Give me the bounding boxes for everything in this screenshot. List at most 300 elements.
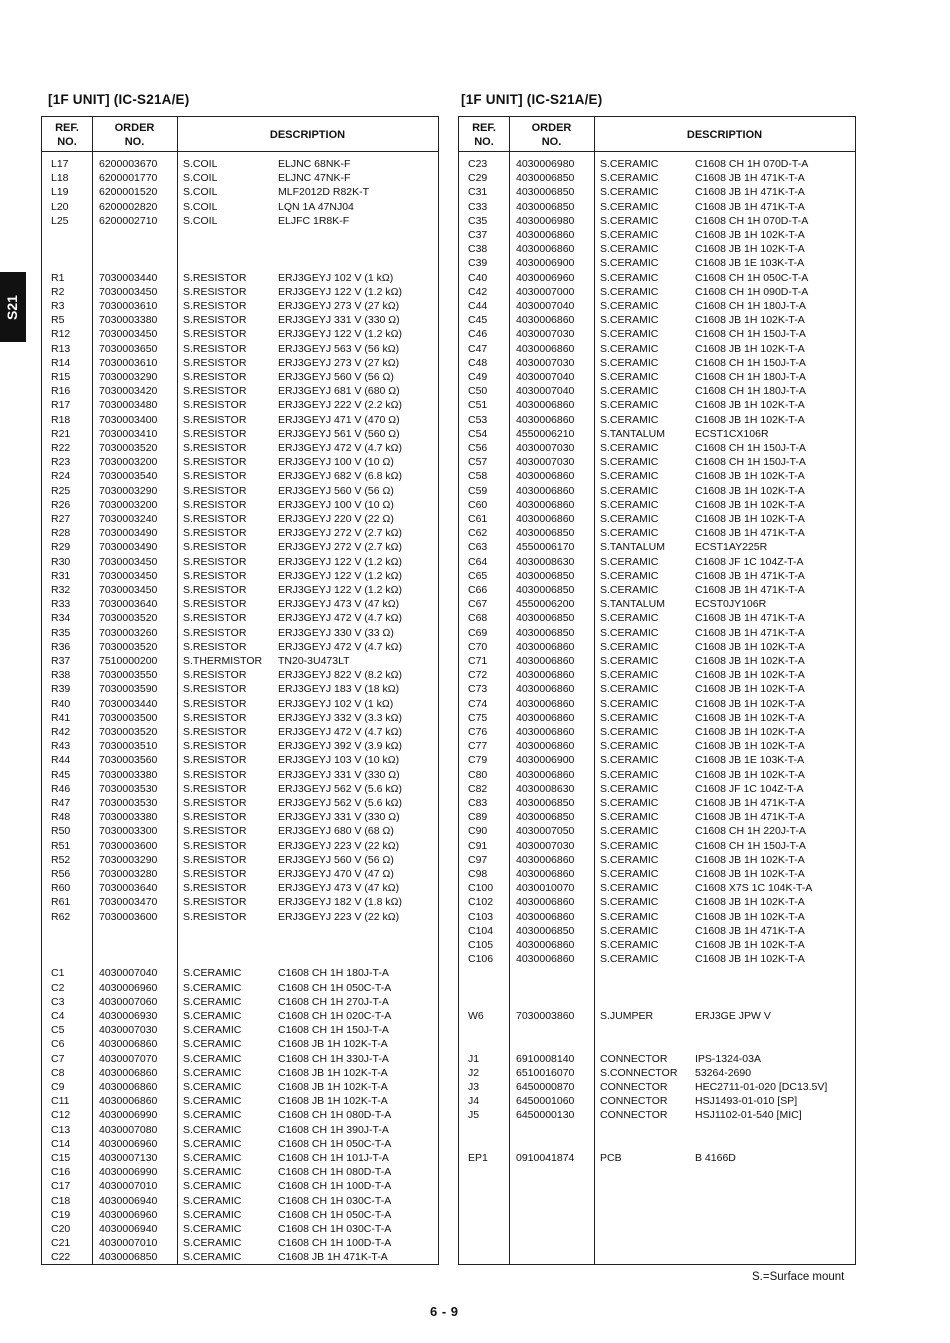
- table-row: [42, 512, 438, 526]
- header-ref-no: REF. NO.: [472, 122, 496, 148]
- cell-part-type: S.CERAMIC: [183, 1166, 242, 1179]
- cell-part-type: S.RESISTOR: [183, 868, 247, 880]
- cell-part-type: S.RESISTOR: [183, 356, 247, 369]
- cell-ref-no: R13: [51, 342, 71, 355]
- table-row: [42, 342, 438, 356]
- cell-part-type: S.CERAMIC: [600, 371, 659, 383]
- cell-ref-no: R23: [51, 456, 71, 469]
- cell-part-value: C1608 JB 1H 471K-T-A: [695, 612, 805, 625]
- cell-order-no: 7030003380: [99, 768, 158, 781]
- cell-ref-no: R44: [51, 754, 71, 767]
- cell-part-type: S.RESISTOR: [183, 626, 247, 639]
- cell-ref-no: C47: [468, 342, 488, 355]
- cell-part-value: C1608 JB 1H 102K-T-A: [695, 853, 805, 866]
- cell-ref-no: R47: [51, 797, 71, 809]
- cell-order-no: 4030007030: [516, 328, 575, 341]
- cell-order-no: 4030006860: [516, 868, 575, 880]
- cell-part-value: C1608 JB 1H 102K-T-A: [695, 342, 805, 355]
- table-row: [459, 200, 855, 214]
- table-row: [42, 626, 438, 640]
- cell-part-type: S.RESISTOR: [183, 328, 247, 341]
- table-row: [459, 327, 855, 341]
- cell-order-no: 4030006860: [516, 683, 575, 696]
- cell-ref-no: C42: [468, 285, 488, 298]
- cell-order-no: 4030006960: [99, 1208, 158, 1221]
- cell-part-value: ERJ3GEYJ 472 V (4.7 kΩ): [278, 640, 402, 653]
- table-row: [42, 441, 438, 455]
- cell-part-type: S.CERAMIC: [600, 768, 659, 781]
- cell-part-type: S.RESISTOR: [183, 598, 247, 611]
- cell-part-type: S.RESISTOR: [183, 726, 247, 738]
- table-row: [42, 583, 438, 597]
- cell-part-value: ERJ3GEYJ 223 V (22 kΩ): [278, 839, 400, 852]
- cell-ref-no: L19: [51, 186, 69, 199]
- cell-part-type: S.RESISTOR: [183, 768, 247, 781]
- cell-order-no: 4030006850: [516, 612, 575, 625]
- cell-part-value: ERJ3GEYJ 122 V (1.2 kΩ): [278, 328, 402, 341]
- cell-ref-no: C83: [468, 797, 488, 809]
- table-row: [42, 1179, 438, 1193]
- cell-order-no: 4030006860: [516, 243, 575, 256]
- table-row: [459, 214, 855, 228]
- cell-part-type: S.CERAMIC: [183, 1024, 242, 1037]
- cell-ref-no: C39: [468, 257, 488, 270]
- cell-part-type: S.CERAMIC: [600, 285, 659, 298]
- table-row: [459, 668, 855, 682]
- table-row: [42, 739, 438, 753]
- cell-ref-no: C54: [468, 427, 488, 440]
- table-row: [42, 1023, 438, 1037]
- cell-order-no: 7030003610: [99, 356, 158, 369]
- cell-part-type: S.CERAMIC: [183, 1038, 242, 1051]
- table-row: [42, 853, 438, 867]
- table-row: [42, 1052, 438, 1066]
- cell-part-value: C1608 JB 1H 102K-T-A: [695, 413, 805, 426]
- table-row: [42, 810, 438, 824]
- table-row: [459, 938, 855, 952]
- cell-part-value: ERJ3GEYJ 331 V (330 Ω): [278, 314, 400, 327]
- cell-part-value: C1608 JB 1H 102K-T-A: [695, 640, 805, 653]
- cell-part-value: ERJ3GEYJ 562 V (5.6 kΩ): [278, 782, 402, 795]
- cell-order-no: 4030007010: [99, 1180, 158, 1193]
- cell-part-type: S.CERAMIC: [600, 825, 659, 838]
- table-row: [42, 540, 438, 554]
- table-row: [459, 824, 855, 838]
- cell-part-type: CONNECTOR: [600, 1095, 668, 1108]
- cell-part-value: 53264-2690: [695, 1066, 752, 1079]
- cell-order-no: 4030006860: [516, 640, 575, 653]
- cell-part-value: ERJ3GEYJ 470 V (47 Ω): [278, 868, 394, 880]
- cell-order-no: 4030006850: [516, 797, 575, 809]
- cell-order-no: 4030006940: [99, 1223, 158, 1235]
- cell-part-type: S.RESISTOR: [183, 427, 247, 440]
- cell-part-type: S.CERAMIC: [600, 200, 659, 213]
- cell-order-no: 7030003520: [99, 442, 158, 454]
- cell-order-no: 7030003610: [99, 300, 158, 312]
- cell-ref-no: R5: [51, 314, 65, 327]
- cell-ref-no: C40: [468, 271, 488, 284]
- table-row: [42, 1194, 438, 1208]
- cell-order-no: 4030006990: [99, 1109, 158, 1122]
- table-row: [42, 327, 438, 341]
- cell-part-value: C1608 CH 1H 150J-T-A: [278, 1024, 389, 1037]
- cell-part-type: S.RESISTOR: [183, 527, 247, 540]
- cell-ref-no: EP1: [468, 1152, 488, 1164]
- cell-part-value: ERJ3GEYJ 102 V (1 kΩ): [278, 697, 394, 710]
- cell-ref-no: C8: [51, 1066, 65, 1079]
- cell-ref-no: C72: [468, 669, 488, 682]
- cell-part-type: S.RESISTOR: [183, 811, 247, 824]
- table-row: [459, 782, 855, 796]
- cell-part-type: S.CERAMIC: [600, 470, 659, 483]
- cell-order-no: 7030003530: [99, 782, 158, 795]
- cell-part-value: C1608 CH 1H 180J-T-A: [695, 300, 806, 312]
- cell-order-no: 4030006860: [516, 484, 575, 497]
- cell-part-type: S.CERAMIC: [600, 640, 659, 653]
- cell-part-type: S.CERAMIC: [600, 172, 659, 185]
- table-row: [459, 1108, 855, 1122]
- cell-part-type: S.RESISTOR: [183, 669, 247, 682]
- cell-part-type: S.RESISTOR: [183, 484, 247, 497]
- cell-order-no: 7030003550: [99, 669, 158, 682]
- cell-ref-no: R42: [51, 726, 71, 738]
- cell-order-no: 6450000130: [516, 1109, 575, 1122]
- table-row: [42, 313, 438, 327]
- cell-part-value: ERJ3GEYJ 331 V (330 Ω): [278, 768, 400, 781]
- cell-part-value: C1608 CH 1H 030C-T-A: [278, 1194, 392, 1207]
- cell-ref-no: C102: [468, 896, 494, 909]
- table-row: [459, 256, 855, 270]
- cell-part-type: S.CERAMIC: [600, 754, 659, 767]
- cell-ref-no: C74: [468, 697, 488, 710]
- cell-ref-no: L17: [51, 158, 69, 170]
- table-row: [42, 214, 438, 228]
- cell-part-value: C1608 CH 1H 150J-T-A: [695, 356, 806, 369]
- cell-order-no: 7510000200: [99, 655, 158, 667]
- cell-order-no: 4030006980: [516, 214, 575, 227]
- cell-part-value: ERJ3GEYJ 103 V (10 kΩ): [278, 754, 400, 767]
- cell-ref-no: C57: [468, 456, 488, 469]
- cell-order-no: 4030006860: [516, 853, 575, 866]
- cell-part-type: S.RESISTOR: [183, 683, 247, 696]
- cell-part-type: S.CERAMIC: [183, 1081, 242, 1093]
- table-row: [459, 640, 855, 654]
- cell-order-no: 4030007130: [99, 1152, 158, 1164]
- cell-part-type: S.CERAMIC: [600, 853, 659, 866]
- cell-ref-no: C62: [468, 527, 488, 540]
- cell-order-no: 4030006860: [516, 939, 575, 951]
- cell-part-type: S.COIL: [183, 186, 218, 199]
- cell-part-value: HSJ1102-01-540 [MIC]: [695, 1109, 802, 1122]
- cell-ref-no: W6: [468, 1010, 484, 1022]
- cell-ref-no: R50: [51, 825, 71, 838]
- table-row: [459, 711, 855, 725]
- cell-ref-no: C79: [468, 754, 488, 767]
- cell-ref-no: R32: [51, 584, 71, 596]
- table-row: [459, 540, 855, 554]
- cell-part-type: S.JUMPER: [600, 1010, 654, 1022]
- cell-part-value: LQN 1A 47NJ04: [278, 200, 354, 213]
- cell-order-no: 6200002710: [99, 214, 158, 227]
- cell-part-type: S.CERAMIC: [183, 1123, 242, 1136]
- cell-ref-no: R3: [51, 300, 65, 312]
- cell-part-value: ERJ3GEYJ 472 V (4.7 kΩ): [278, 726, 402, 738]
- cell-ref-no: R48: [51, 811, 71, 824]
- cell-order-no: 7030003300: [99, 825, 158, 838]
- cell-part-value: C1608 CH 1H 330J-T-A: [278, 1052, 389, 1065]
- cell-part-type: S.RESISTOR: [183, 797, 247, 809]
- table-row: [459, 796, 855, 810]
- table-row: [42, 1137, 438, 1151]
- cell-part-type: S.CERAMIC: [183, 1137, 242, 1150]
- table-row: [42, 200, 438, 214]
- cell-part-value: C1608 JB 1H 102K-T-A: [695, 896, 805, 909]
- cell-part-value: MLF2012D R82K-T: [278, 186, 370, 199]
- section-tab: [0, 272, 26, 342]
- cell-part-type: S.CERAMIC: [600, 314, 659, 327]
- cell-ref-no: R21: [51, 427, 71, 440]
- cell-order-no: 7030003640: [99, 882, 158, 895]
- cell-part-value: ERJ3GEYJ 472 V (4.7 kΩ): [278, 442, 402, 454]
- cell-order-no: 7030003520: [99, 640, 158, 653]
- cell-part-value: C1608 JB 1H 102K-T-A: [278, 1038, 388, 1051]
- cell-order-no: 7030003410: [99, 427, 158, 440]
- cell-ref-no: C20: [51, 1223, 71, 1235]
- page-title-left: [1F UNIT] (IC-S21A/E): [48, 92, 190, 107]
- table-row: [42, 824, 438, 838]
- cell-ref-no: C89: [468, 811, 488, 824]
- cell-part-value: C1608 CH 1H 150J-T-A: [695, 456, 806, 469]
- cell-part-value: ELJNC 68NK-F: [278, 158, 351, 170]
- cell-part-type: S.RESISTOR: [183, 399, 247, 412]
- cell-order-no: 4030007000: [516, 285, 575, 298]
- cell-part-value: C1608 CH 1H 150J-T-A: [695, 839, 806, 852]
- cell-order-no: 7030003640: [99, 598, 158, 611]
- cell-ref-no: L20: [51, 200, 69, 213]
- cell-ref-no: R26: [51, 498, 71, 511]
- cell-part-value: ERJ3GEYJ 222 V (2.2 kΩ): [278, 399, 402, 412]
- cell-part-value: C1608 JB 1H 471K-T-A: [695, 797, 805, 809]
- cell-part-type: S.CERAMIC: [183, 1066, 242, 1079]
- table-row: [459, 398, 855, 412]
- cell-part-value: ERJ3GEYJ 681 V (680 Ω): [278, 385, 400, 398]
- cell-order-no: 4030006860: [516, 726, 575, 738]
- cell-part-type: CONNECTOR: [600, 1081, 668, 1093]
- table-row: [459, 285, 855, 299]
- cell-part-value: C1608 CH 1H 070D-T-A: [695, 214, 809, 227]
- table-row: [459, 810, 855, 824]
- cell-order-no: 7030003380: [99, 811, 158, 824]
- cell-order-no: 7030003200: [99, 498, 158, 511]
- table-row: [42, 356, 438, 370]
- table-row: [459, 185, 855, 199]
- table-row: [459, 271, 855, 285]
- table-row: [42, 1108, 438, 1122]
- cell-ref-no: C13: [51, 1123, 71, 1136]
- page-title-right: [1F UNIT] (IC-S21A/E): [461, 92, 603, 107]
- cell-order-no: 4030007030: [516, 356, 575, 369]
- page-number: 6 - 9: [430, 1304, 459, 1319]
- table-row: [42, 995, 438, 1009]
- cell-order-no: 4030010070: [516, 882, 575, 895]
- cell-ref-no: R41: [51, 711, 71, 724]
- cell-part-type: S.CERAMIC: [600, 896, 659, 909]
- cell-order-no: 7030003440: [99, 271, 158, 284]
- table-row: [459, 228, 855, 242]
- cell-part-value: ERJ3GEYJ 560 V (56 Ω): [278, 484, 394, 497]
- table-row: [42, 768, 438, 782]
- cell-order-no: 6200001770: [99, 172, 158, 185]
- cell-order-no: 7030003400: [99, 413, 158, 426]
- cell-part-value: ERJ3GEYJ 100 V (10 Ω): [278, 456, 394, 469]
- cell-order-no: 4030007050: [516, 825, 575, 838]
- cell-part-value: ERJ3GEYJ 560 V (56 Ω): [278, 371, 394, 383]
- cell-order-no: 4030007040: [516, 300, 575, 312]
- cell-part-value: ERJ3GEYJ 220 V (22 Ω): [278, 513, 394, 525]
- cell-order-no: 7030003450: [99, 555, 158, 568]
- table-row: [42, 484, 438, 498]
- table-row: [459, 526, 855, 540]
- cell-ref-no: R60: [51, 882, 71, 895]
- cell-part-value: C1608 JB 1H 102K-T-A: [695, 669, 805, 682]
- cell-part-type: S.RESISTOR: [183, 740, 247, 753]
- cell-part-value: ERJ3GEYJ 331 V (330 Ω): [278, 811, 400, 824]
- cell-order-no: 4030006960: [99, 981, 158, 994]
- table-row: [459, 597, 855, 611]
- cell-ref-no: R2: [51, 285, 65, 298]
- table-row: [42, 569, 438, 583]
- table-row: [459, 342, 855, 356]
- cell-part-value: ERJ3GEYJ 183 V (18 kΩ): [278, 683, 400, 696]
- cell-part-type: S.RESISTOR: [183, 314, 247, 327]
- cell-ref-no: C37: [468, 229, 488, 241]
- cell-ref-no: C76: [468, 726, 488, 738]
- cell-part-value: ERJ3GEYJ 332 V (3.3 kΩ): [278, 711, 402, 724]
- table-row: [42, 1094, 438, 1108]
- cell-part-type: S.CERAMIC: [600, 399, 659, 412]
- cell-part-type: S.RESISTOR: [183, 910, 247, 923]
- cell-ref-no: C12: [51, 1109, 71, 1122]
- cell-order-no: 7030003450: [99, 328, 158, 341]
- table-row: [459, 1094, 855, 1108]
- table-row: [42, 299, 438, 313]
- cell-order-no: 4030006860: [516, 697, 575, 710]
- cell-part-type: S.CERAMIC: [600, 271, 659, 284]
- cell-part-value: ERJ3GEYJ 560 V (56 Ω): [278, 853, 394, 866]
- cell-ref-no: C56: [468, 442, 488, 454]
- cell-order-no: 7030003450: [99, 569, 158, 582]
- table-row: [459, 952, 855, 966]
- cell-part-value: C1608 CH 1H 050C-T-A: [278, 981, 392, 994]
- table-row: [459, 356, 855, 370]
- table-row: [459, 555, 855, 569]
- cell-ref-no: R37: [51, 655, 71, 667]
- cell-order-no: 4030006860: [516, 953, 575, 966]
- cell-part-value: C1608 JB 1H 102K-T-A: [695, 498, 805, 511]
- cell-part-type: S.CERAMIC: [183, 1109, 242, 1122]
- table-row: [459, 299, 855, 313]
- table-row: [42, 782, 438, 796]
- cell-ref-no: J5: [468, 1109, 480, 1122]
- cell-order-no: 4030006850: [99, 1251, 158, 1264]
- cell-order-no: 7030003860: [516, 1010, 575, 1022]
- cell-order-no: 7030003290: [99, 484, 158, 497]
- cell-part-value: C1608 JB 1H 471K-T-A: [695, 584, 805, 596]
- cell-ref-no: C45: [468, 314, 488, 327]
- table-row: [42, 711, 438, 725]
- table-row: [459, 1066, 855, 1080]
- cell-ref-no: L25: [51, 214, 69, 227]
- cell-part-value: ERJ3GEYJ 682 V (6.8 kΩ): [278, 470, 402, 483]
- table-row: [42, 966, 438, 980]
- cell-ref-no: C67: [468, 598, 488, 611]
- cell-ref-no: R16: [51, 385, 71, 398]
- cell-order-no: 7030003650: [99, 342, 158, 355]
- cell-order-no: 4030006860: [99, 1081, 158, 1093]
- table-row: [42, 1236, 438, 1250]
- cell-order-no: 4030006860: [516, 314, 575, 327]
- table-row: [42, 867, 438, 881]
- cell-order-no: 7030003470: [99, 896, 158, 909]
- table-row: [42, 640, 438, 654]
- cell-order-no: 4550006210: [516, 427, 575, 440]
- cell-part-value: C1608 JB 1H 471K-T-A: [695, 811, 805, 824]
- cell-part-value: ERJ3GEYJ 102 V (1 kΩ): [278, 271, 394, 284]
- cell-part-type: S.CERAMIC: [183, 1180, 242, 1193]
- header-order-no: ORDER NO.: [114, 122, 155, 148]
- cell-part-type: S.RESISTOR: [183, 754, 247, 767]
- cell-ref-no: C69: [468, 626, 488, 639]
- cell-part-type: S.CERAMIC: [600, 839, 659, 852]
- cell-part-type: S.RESISTOR: [183, 413, 247, 426]
- cell-part-value: C1608 JB 1H 471K-T-A: [695, 172, 805, 185]
- cell-order-no: 7030003490: [99, 527, 158, 540]
- cell-ref-no: R35: [51, 626, 71, 639]
- cell-order-no: 4030006960: [99, 1137, 158, 1150]
- cell-ref-no: C17: [51, 1180, 71, 1193]
- table-row: [459, 498, 855, 512]
- table-row: [459, 569, 855, 583]
- cell-order-no: 7030003530: [99, 797, 158, 809]
- cell-ref-no: C3: [51, 995, 65, 1008]
- cell-part-value: C1608 JB 1E 103K-T-A: [695, 754, 805, 767]
- header-order-no: ORDER NO.: [531, 122, 572, 148]
- table-row: [42, 398, 438, 412]
- cell-part-type: S.CERAMIC: [600, 953, 659, 966]
- cell-part-value: ECST1AY225R: [695, 541, 768, 554]
- cell-order-no: 4550006200: [516, 598, 575, 611]
- cell-part-type: S.CERAMIC: [183, 1194, 242, 1207]
- table-row: [459, 455, 855, 469]
- cell-part-value: ERJ3GEYJ 122 V (1.2 kΩ): [278, 584, 402, 596]
- table-row: [459, 427, 855, 441]
- table-row: [42, 1123, 438, 1137]
- table-row: [42, 469, 438, 483]
- cell-ref-no: C31: [468, 186, 488, 199]
- cell-part-type: S.RESISTOR: [183, 385, 247, 398]
- table-row: [459, 626, 855, 640]
- cell-part-type: S.RESISTOR: [183, 825, 247, 838]
- parts-table-right: [458, 116, 856, 1265]
- cell-part-value: C1608 JB 1E 103K-T-A: [695, 257, 805, 270]
- cell-ref-no: R27: [51, 513, 71, 525]
- cell-part-type: S.RESISTOR: [183, 697, 247, 710]
- header-description: DESCRIPTION: [686, 129, 763, 141]
- cell-ref-no: R52: [51, 853, 71, 866]
- cell-part-value: C1608 CH 1H 050C-T-A: [278, 1208, 392, 1221]
- cell-part-type: S.RESISTOR: [183, 456, 247, 469]
- cell-order-no: 7030003240: [99, 513, 158, 525]
